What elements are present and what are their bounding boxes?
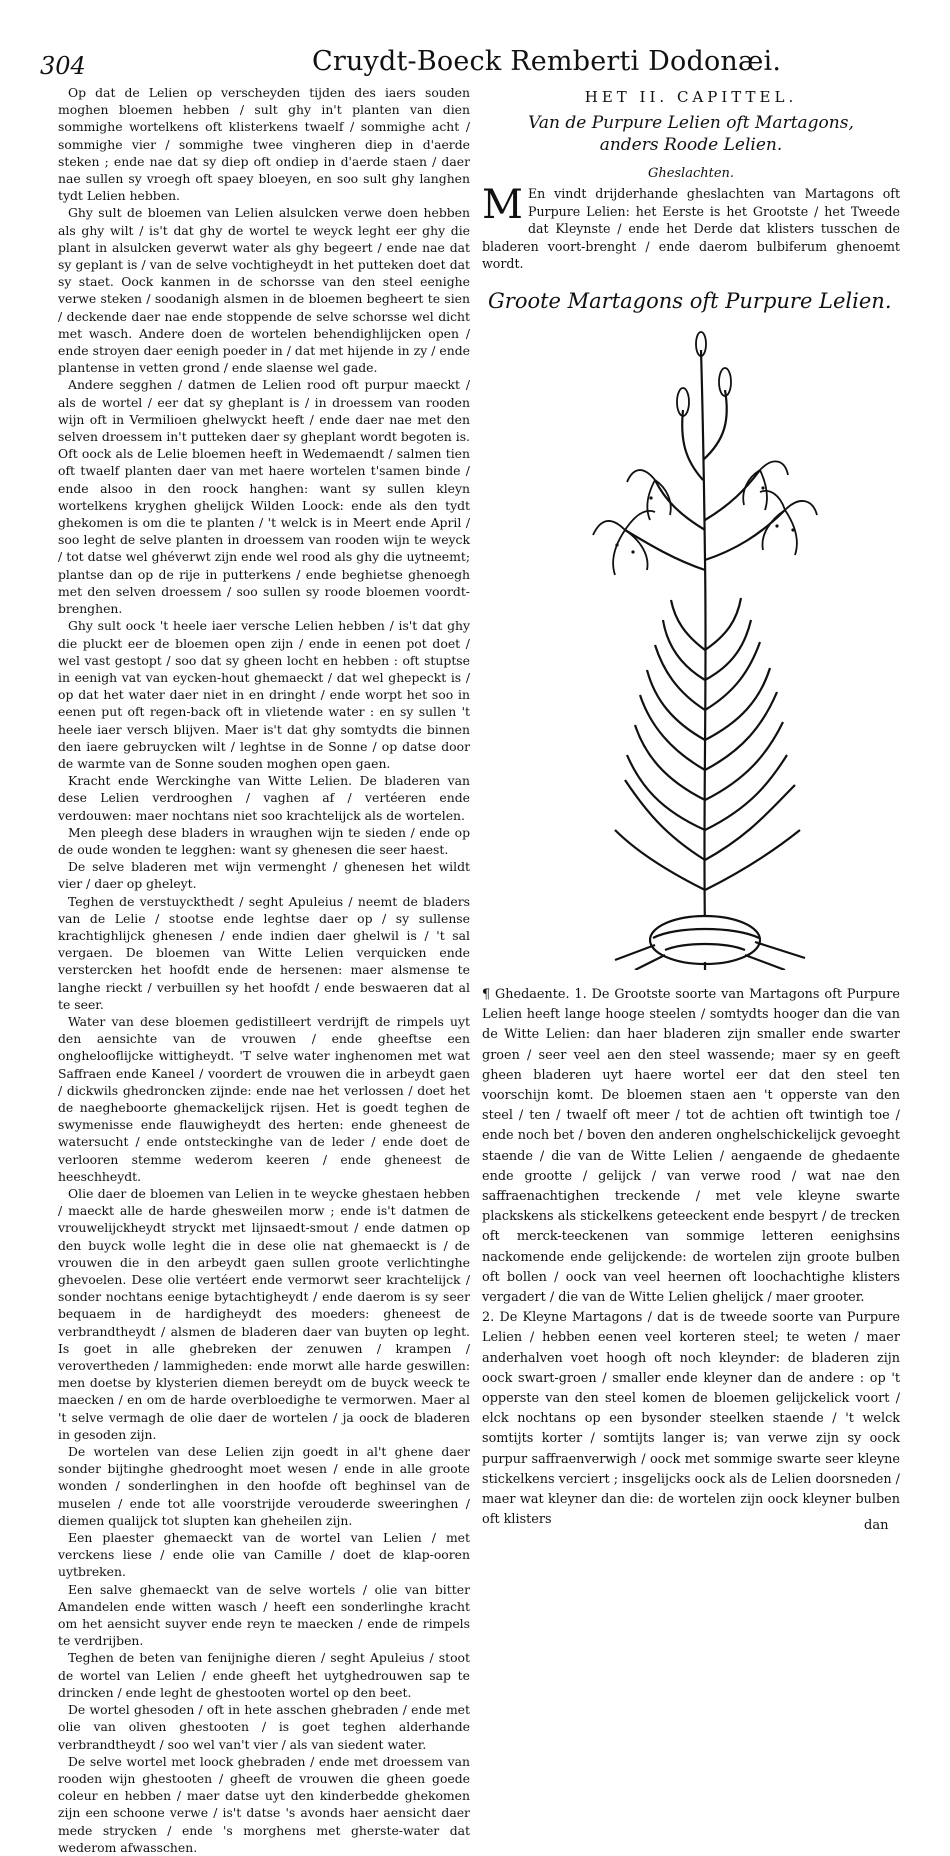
right-column-body (482, 985, 900, 1530)
drop-cap: M (482, 182, 523, 228)
catchword: dan (864, 1518, 889, 1533)
chapter-title (482, 112, 900, 156)
plant-title: Groote Martagons oft Purpure Lelien. (488, 288, 892, 313)
paragraph: Een plaester ghemaeckt van de wortel van Lelien / met verckens liese / ende olie van Camille / doet de klap-ooren uytbreken. (58, 1530, 470, 1580)
paragraph: Olie daer de bloemen van Lelien in te weycke ghestaen hebben / maeckt alle de harde ghesweilen morw ; ende is't datmen de vrouwelijckheydt stryckt met lijnsaedt-smout / ende datmen op den buyck wolle leght die in dese olie nat ghemaeckt is / de vrouwen die in den arbeydt gaen sullen groote verlichtinghe ghevoelen. Dese olie vertéert ende vermorwt seer krachtelijck / sonder nochtans eenige bytachtigheydt / ende daerom is sy seer bequaem in de hardigheydt des moeders: gheneest de verbrandtheydt / alsmen de bladeren daer van buyten op leght. Is goet in alle ghebreken der zenuwen / krampen / verovertheden / lammigheden: ende morwt alle harde geswillen: men doetse by klysterien diemen bereydt om de buyck weeck te maecken / en om de harde overbloedighe te vermorwen. Maer al 't selve vermagh de olie daer de wortelen / ja oock de bladeren in gesoden zijn. (58, 1186, 470, 1442)
paragraph: Teghen de verstuyckthedt / seght Apuleius / neemt de bladers van de Lelie / stootse ende leghtse daer op / sy sullense krachtighlijck ghenesen / ende indien daer ghelwil is / 't sal vergaen. De bloemen van Witte Lelien verquicken ende verstercken het hoofdt ende de hersenen: maer alsmense te langhe rieckt / verbuillen sy het hoofdt / ende beswaeren dat al te seer. (58, 893, 470, 1012)
paragraph: De wortel ghesoden / oft in hete asschen ghebraden / ende met olie van oliven ghestooten / is goet teghen alderhande verbrandtheydt / soo wel van't vier / als van siedent water. (58, 1702, 470, 1752)
paragraph: Een salve ghemaeckt van de selve wortels / olie van bitter Amandelen ende witten wasch / heeft een sonderlinghe kracht om het aensicht suyver ende reyn te maecken / ende de rimpels te verdrijben. (58, 1581, 470, 1649)
running-title: Cruydt-Boeck Remberti Dodonæi. (312, 46, 782, 77)
chapter-title-line: anders Roode Lelien. (599, 135, 783, 155)
paragraph: Op dat de Lelien op verscheyden tijden des iaers souden moghen bloemen hebben / sult ghy in't planten van dien sommighe wortelkens oft klisterkens twaelf / sommighe acht / sommighe vier / sommighe twee vingheren diep in d'aerde steken ; ende nae dat sy diep oft ondiep in d'aerde staen / daer nae sullen sy vroegh oft spaey bloeyen, en soo sult ghy langhen tydt Lelien hebben. (58, 85, 470, 204)
left-column (58, 84, 470, 1856)
paragraph: Ghy sult oock 't heele iaer versche Lelien hebben / is't dat ghy die pluckt eer de bloemen open zijn / ende in eenen pot doet / wel vast gestopt / soo dat sy gheen locht en hebben : oft stuptse in eenigh vat van eycken-hout ghemaeckt / dat wel ghepeckt is / op dat het water daer niet in en dringht / ende worpt het soo in eenen put oft regen-back oft in vlietende water : en sy sullen 't heele iaer versch blijven. Maer is't dat ghy somtydts die binnen den iaere gebruycken wilt / leghtse in de Sonne / op datse door de warmte van de Sonne souden moghen open gaen. (58, 618, 470, 771)
chapter-title-line: Van de Purpure Lelien oft Martagons, (528, 113, 854, 133)
paragraph: ¶ Ghedaente. 1. De Grootste soorte van Martagons oft Purpure Lelien heeft lange hooge steelen / somtydts hooger dan die van de Witte Lelien: dan haer bladeren zijn smaller ende swarter groen / seer veel aen den steel wassende; maer sy en geeft gheen bladeren uyt haere wortel eer dat den steel ten voorschijn komt. De bloemen staen aen 't opperste van den steel / ten / twaelf oft meer / tot de achtien oft twintigh toe / ende noch bet / boven den anderen onghelschickelijck gevoeght staende / die van de Witte Lelien / aengaende de ghedaente ende grootte / gelijck / van verwe rood / wat nae den saffraenachtighen treckende / met vele kleyne swarte plackskens als stickelkens geteeckent ende bespyrt / de trecken oft merck-teeckenen van sommige letteren eenighsins nackomende ende gelijckende: de wortelen zijn groote bulben oft bollen / oock van veel heernen oft loochachtighe klisters vergadert / die van de Witte Lelien ghelijck / maer grooter. (482, 987, 900, 1306)
section-subhead: Gheslachten. (647, 166, 735, 181)
paragraph: De selve wortel met loock ghebraden / ende met droessem van rooden wijn ghestooten / gheeft de vrouwen die gheen goede coleur en hebben / maer datse uyt den kinderbedde ghekomen zijn een schoone verwe / is't datse 's avonds haer aensicht daer mede strycken / ende 's morghens met gherste-water dat wederom afwasschen. (58, 1753, 470, 1855)
paragraph: 2. De Kleyne Martagons / dat is de tweede soorte van Purpure Lelien / hebben eenen veel korteren steel; te weten / maer anderhalven voet hoogh oft noch kleynder: de bladeren zijn oock swart-groen / smaller ende kleyner dan de andere : op 't opperste van den steel komen de bloemen gelijckelick voort / elck nochtans op een bysonder steelken staende / 't welck somtijts korter / somtijts langer is; van verwe zijn sy oock purpur saffraenverwigh / oock met sommige swarte seer kleyne stickelkens verciert ; insgelijcks oock als de Lelien doorsneden / maer wat kleyner dan die: de wortelen zijn oock kleyner bulben oft klisters (482, 1310, 900, 1528)
paragraph: Kracht ende Werckinghe van Witte Lelien. De bladeren van dese Lelien verdrooghen / vaghen af / vertéeren ende verdouwen: maer nochtans niet soo krachtelijck als de wortelen. (58, 773, 470, 823)
intro-text: En vindt drijderhande gheslachten van Martagons oft Purpure Lelien: het Eerste is het Grootste / het Tweede dat Kleynste / ende het Derde dat klisters tusschen de bladeren voort-brenght / ende daerom bulbiferum ghenoemt wordt. (482, 186, 900, 271)
page-number: 304 (40, 52, 86, 80)
paragraph: Teghen de beten van fenijnighe dieren / seght Apuleius / stoot de wortel van Lelien / ende gheeft het uytghedrouwen sap te drincken / ende leght de ghestooten wortel op den beet. (58, 1650, 470, 1700)
paragraph: Men pleegh dese bladers in wraughen wijn te sieden / ende op de oude wonden te legghen: want sy ghenesen die seer haest. (58, 824, 470, 857)
chapter-heading: HET II. CAPITTEL. (584, 88, 798, 106)
paragraph: Ghy sult de bloemen van Lelien alsulcken verwe doen hebben als ghy wilt / is't dat ghy de wortel te weyck leght eer ghy die plant in alsulcken geverwt water als ghy begeert / ende nae dat sy geplant is / van de selve vochtigheydt in het putteken doet dat sy staet. Oock kanmen in de schorsse van den steel eenighe verwe steken / soodanigh alsmen in de bloemen begheert te sien / deckende daer nae ende stoppende de selve schorsse wel dicht met wasch. Andere doen de wortelen behendighlijcken open / ende stroyen daer eenigh poeder in / dat met hijende in zy / ende plantense in vetten grond / ende slaense wel gade. (58, 205, 470, 376)
paragraph: Water van dese bloemen gedistilleert verdrijft de rimpels uyt den aensichte van de vrouwen / ende gheeftse een onghelooflijcke wittigheydt. 'T selve water inghenomen met wat Saffraen ende Kaneel / voordert de vrouwen die in arbeydt gaen / dickwils ghedroncken zijnde: ende nae het verlossen / doet het de naegheboorte ghemackelijck rijsen. Het is goedt teghen de swymenisse ende flauwigheydt des herten: ende gheneest de watersucht / ende ontsteckinghe van de leder / ende doet de verlooren stemme wederom keeren / ende gheneest de heeschheydt. (58, 1013, 470, 1184)
right-column-top (482, 88, 900, 313)
martagon-lily-woodcut (555, 330, 855, 970)
page-header (0, 44, 950, 84)
paragraph: De selve bladeren met wijn vermenght / ghenesen het wildt vier / daer op gheleyt. (58, 859, 470, 892)
intro-paragraph (482, 182, 900, 273)
paragraph: Andere segghen / datmen de Lelien rood oft purpur maeckt / als de wortel / eer dat sy gheplant is / in droessem van rooden wijn oft in Vermilioen ghelwyckt heeft / ende daer nae met den selven droessem in't putteken daer sy gheplant wordt begoten is. Oft oock als de Lelie bloemen heeft in Wedemaendt / salmen tien oft twaelf planten daer van met haere wortelen t'samen binde / ende alsoo in den roock hanghen: want sy sullen kleyn wortelkens kryghen ghelijck Wilden Loock: ende als den tydt ghekomen is om die te planten / 't welck is in Meert ende April / soo leght de selve planten in droessem van rooden wijn te weyck / tot datse wel ghéverwt zijn ende wel rood als ghy die uytneemt; plantse dan op de rije in putterkens / ende beghietse ghenoegh met den selven droessem / soo sullen sy roode bloemen voordt-brenghen. (58, 377, 470, 617)
paragraph: De wortelen van dese Lelien zijn goedt in al't ghene daer sonder bijtinghe ghedrooght moet wesen / ende in alle groote wonden / sonderlinghen in den hoofde oft beghinsel van de muselen / ende tot alle voorstrijde verouderde sweeringhen / diemen qualijck tot slupten kan gheheilen zijn. (58, 1444, 470, 1528)
